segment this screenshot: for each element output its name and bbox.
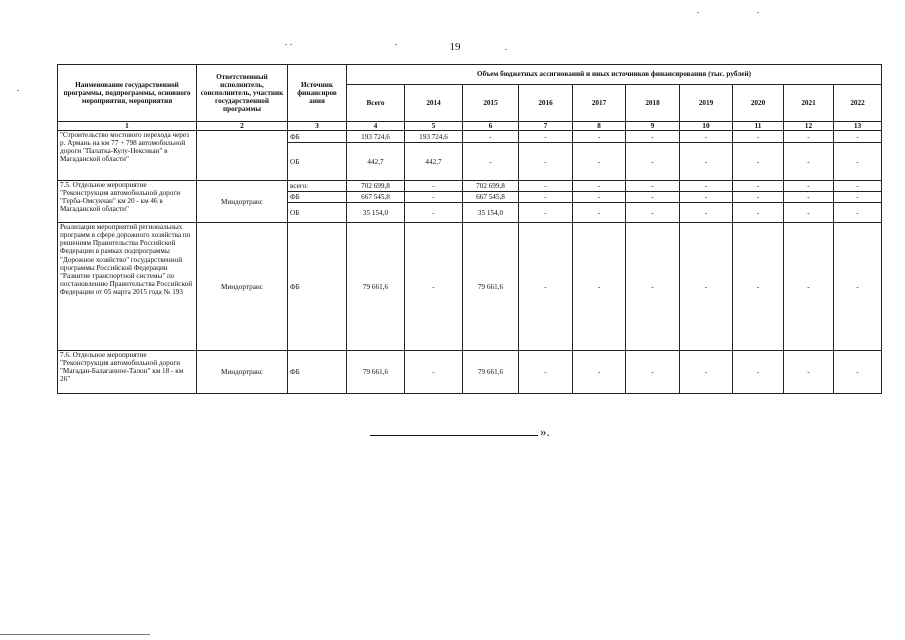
cell-value: 667 545,8: [347, 192, 405, 203]
cell-value: -: [834, 143, 882, 181]
cell-value: 79 661,6: [347, 223, 405, 351]
cell-value: -: [733, 203, 784, 223]
cell-value: -: [680, 203, 733, 223]
cell-value: -: [405, 223, 463, 351]
header-executor: Ответственный исполнитель, соисполнитель, участник государственной программы: [197, 65, 288, 122]
table-row: [58, 351, 882, 394]
row-name: "Строительство мостового перехода через р. Армань на км 77 + 798 автомобильной дороги "Палатка-Кулу-Нексикан" в Магаданской области": [58, 131, 197, 181]
cell-value: -: [784, 131, 834, 143]
cell-value: -: [405, 203, 463, 223]
cell-value: -: [680, 143, 733, 181]
cell-value: -: [626, 192, 680, 203]
column-number: 7: [519, 122, 573, 131]
row-source: ФБ: [288, 351, 347, 394]
cell-value: -: [463, 143, 519, 181]
cell-value: -: [834, 192, 882, 203]
column-number: 12: [784, 122, 834, 131]
header-name: Наименование государственной программы, подпрограммы, основного мероприятия, мероприятия: [58, 65, 197, 122]
column-number: 1: [58, 122, 197, 131]
cell-value: -: [733, 223, 784, 351]
cell-value: 35 154,0: [347, 203, 405, 223]
cell-value: -: [519, 143, 573, 181]
cell-value: -: [573, 351, 626, 394]
cell-value: -: [573, 131, 626, 143]
column-number: 6: [463, 122, 519, 131]
cell-value: -: [680, 131, 733, 143]
cell-value: -: [519, 203, 573, 223]
closing-quote-mark: ».: [540, 424, 550, 439]
column-number: 10: [680, 122, 733, 131]
row-source: ОБ: [288, 203, 347, 223]
closing-line: [370, 424, 550, 440]
cell-value: -: [784, 203, 834, 223]
cell-value: -: [463, 131, 519, 143]
cell-value: -: [784, 181, 834, 192]
cell-value: -: [519, 223, 573, 351]
header-total: Всего: [347, 85, 405, 122]
column-number: 5: [405, 122, 463, 131]
cell-value: -: [834, 181, 882, 192]
budget-table: [57, 64, 882, 394]
column-number: 4: [347, 122, 405, 131]
header-year: 2014: [405, 85, 463, 122]
column-number: 2: [197, 122, 288, 131]
cell-value: -: [519, 181, 573, 192]
cell-value: -: [573, 143, 626, 181]
row-executor: Миндортранс: [197, 181, 288, 223]
column-number: 13: [834, 122, 882, 131]
scan-speck: [697, 12, 699, 13]
cell-value: -: [405, 192, 463, 203]
cell-value: -: [626, 223, 680, 351]
row-name: Реализация мероприятий региональных программ в сфере дорожного хозяйства по решениям Правительства Российской Федерации в рамках подпрограммы "Дорожное хозяйство" государственной программы Российской Федерации "Развитие транспортной системы" по постановлению Правительства Российской Федерации от 05 марта 2015 года № 193: [58, 223, 197, 351]
underline-blank: [370, 426, 538, 436]
row-name: 7.6. Отдельное мероприятие "Реконструкция автомобильной дороги "Магадан-Балаганное-Талон" км 18 - км 26": [58, 351, 197, 394]
cell-value: -: [519, 192, 573, 203]
cell-value: -: [626, 131, 680, 143]
cell-value: 35 154,0: [463, 203, 519, 223]
cell-value: -: [405, 181, 463, 192]
cell-value: -: [626, 181, 680, 192]
row-executor: Миндортранс: [197, 351, 288, 394]
cell-value: -: [834, 351, 882, 394]
column-number: 3: [288, 122, 347, 131]
row-name: 7.5. Отдельное мероприятие "Реконструкция автомобильной дороги "Герба-Омсукчан" км 20 - км 46 в Магаданской области": [58, 181, 197, 223]
cell-value: -: [626, 203, 680, 223]
header-year: 2020: [733, 85, 784, 122]
row-executor: Миндортранс: [197, 223, 288, 351]
row-source: ФБ: [288, 192, 347, 203]
table-row: [58, 181, 882, 192]
column-number-row: [58, 122, 882, 131]
cell-value: -: [405, 351, 463, 394]
cell-value: -: [680, 181, 733, 192]
scan-speck: [757, 12, 759, 13]
cell-value: -: [733, 351, 784, 394]
cell-value: -: [519, 351, 573, 394]
header-year: 2021: [784, 85, 834, 122]
cell-value: -: [834, 131, 882, 143]
cell-value: -: [680, 223, 733, 351]
cell-value: -: [626, 143, 680, 181]
cell-value: 442,7: [405, 143, 463, 181]
column-number: 9: [626, 122, 680, 131]
scan-speck: [395, 44, 397, 45]
header-source: Источник финансиров ания: [288, 65, 347, 122]
header-year: 2016: [519, 85, 573, 122]
scan-speck: [17, 90, 19, 91]
cell-value: -: [680, 351, 733, 394]
cell-value: -: [733, 181, 784, 192]
header-year: 2017: [573, 85, 626, 122]
header-year: 2022: [834, 85, 882, 122]
cell-value: -: [573, 181, 626, 192]
row-source: ФБ: [288, 131, 347, 143]
header-year: 2015: [463, 85, 519, 122]
cell-value: -: [784, 351, 834, 394]
cell-value: 79 661,6: [347, 351, 405, 394]
row-source: всего:: [288, 181, 347, 192]
cell-value: -: [573, 203, 626, 223]
row-source: ОБ: [288, 143, 347, 181]
cell-value: -: [784, 143, 834, 181]
header-year: 2019: [680, 85, 733, 122]
column-number: 8: [573, 122, 626, 131]
scan-speck: [285, 44, 287, 45]
header-year: 2018: [626, 85, 680, 122]
cell-value: -: [834, 203, 882, 223]
table-row: [58, 223, 882, 351]
cell-value: -: [733, 143, 784, 181]
footer-rule: [0, 634, 150, 635]
cell-value: 702 699,8: [463, 181, 519, 192]
cell-value: 193 724,6: [405, 131, 463, 143]
table-row: [58, 131, 882, 143]
cell-value: -: [733, 131, 784, 143]
cell-value: -: [834, 223, 882, 351]
scan-speck: [505, 49, 507, 50]
cell-value: -: [573, 192, 626, 203]
cell-value: -: [784, 223, 834, 351]
cell-value: 79 661,6: [463, 223, 519, 351]
cell-value: -: [784, 192, 834, 203]
cell-value: 79 661,6: [463, 351, 519, 394]
cell-value: 667 545,8: [463, 192, 519, 203]
row-source: ФБ: [288, 223, 347, 351]
cell-value: 193 724,6: [347, 131, 405, 143]
row-executor: [197, 131, 288, 181]
scan-speck: [290, 44, 292, 45]
cell-value: 442,7: [347, 143, 405, 181]
cell-value: -: [733, 192, 784, 203]
page-number: 19: [449, 41, 461, 53]
cell-value: -: [680, 192, 733, 203]
header-funding-group: Объем бюджетных ассигнований и иных источников финансирования (тыс. рублей): [347, 65, 882, 85]
cell-value: 702 699,8: [347, 181, 405, 192]
cell-value: -: [519, 131, 573, 143]
cell-value: -: [573, 223, 626, 351]
cell-value: -: [626, 351, 680, 394]
column-number: 11: [733, 122, 784, 131]
